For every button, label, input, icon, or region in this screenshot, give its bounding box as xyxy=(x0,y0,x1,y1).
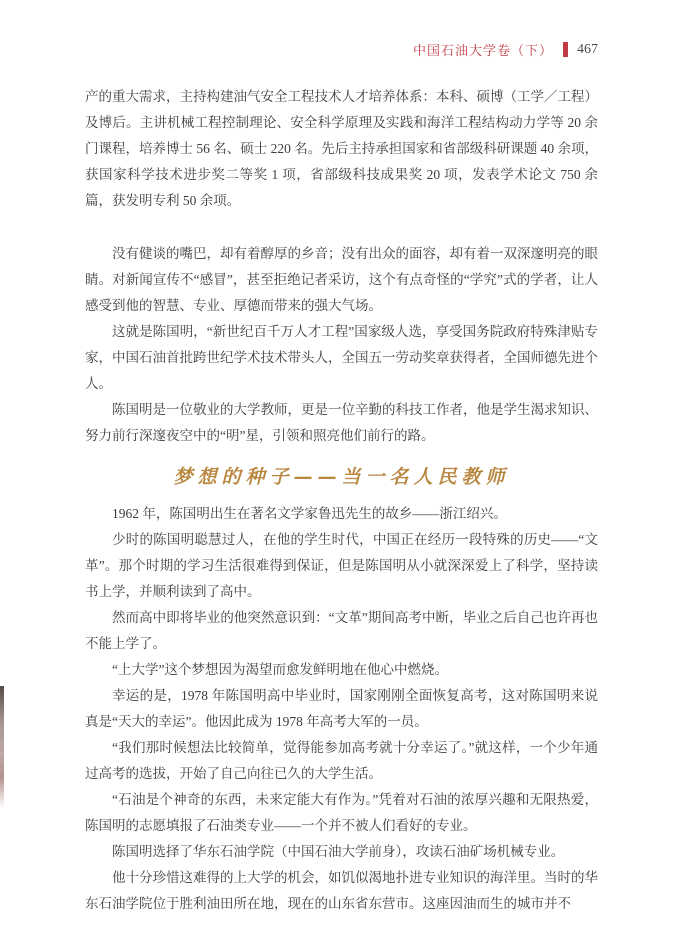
paragraph: “我们那时候想法比较简单，觉得能参加高考就十分幸运了。”就这样，一个少年通过高考的选拔，开始了自己向往已久的大学生活。 xyxy=(85,740,598,781)
header-divider-bar xyxy=(563,42,568,57)
paragraph: 陈国明是一位敬业的大学教师，更是一位辛勤的科技工作者，他是学生渴求知识、努力前行深邃夜空中的“明”星，引领和照亮他们前行的路。 xyxy=(85,402,598,443)
paragraph: 他十分珍惜这难得的上大学的机会，如饥似渴地扑进专业知识的海洋里。当时的华东石油学院位于胜利油田所在地，现在的山东省东营市。这座因油而生的城市并不 xyxy=(85,870,598,911)
paragraph-continuation: 产的重大需求，主持构建油气安全工程技术人才培养体系：本科、硕博（工学／工程）及博后。主讲机械工程控制理论、安全科学原理及实践和海洋工程结构动力学等 20 余门课程，培养博士 56 名、硕士 220 名。先后主持承担国家和省部级科研课题 40 余项，获国家科学技术进步奖二等奖 1 项，省部级科技成果奖 20 项，发表学术论文 750 余篇，获发明专利 50 余项。 xyxy=(85,89,598,208)
paragraph: 幸运的是，1978 年陈国明高中毕业时，国家刚刚全面恢复高考，这对陈国明来说真是“天大的幸运”。他因此成为 1978 年高考大军的一员。 xyxy=(85,688,598,729)
page-number: 467 xyxy=(577,41,598,57)
paragraph: 这就是陈国明，“新世纪百千万人才工程”国家级人选，享受国务院政府特殊津贴专家，中国石油首批跨世纪学术技术带头人，全国五一劳动奖章获得者，全国师德先进个人。 xyxy=(85,324,598,391)
paragraph: 少时的陈国明聪慧过人，在他的学生时代，中国正在经历一段特殊的历史——“文革”。那个时期的学习生活很难得到保证，但是陈国明从小就深深爱上了科学，坚持读书上学，并顺利读到了高中。 xyxy=(85,532,598,599)
paragraph: 没有健谈的嘴巴，却有着醇厚的乡音；没有出众的面容，却有着一双深邃明亮的眼睛。对新闻宣传不“感冒”，甚至拒绝记者采访，这个有点奇怪的“学究”式的学者，让人感受到他的智慧、专业、厚德而带来的强大气场。 xyxy=(85,246,598,313)
paragraph: “上大学”这个梦想因为渴望而愈发鲜明地在他心中燃烧。 xyxy=(112,662,448,677)
page-body xyxy=(85,84,598,917)
running-head-title: 中国石油大学卷（下） xyxy=(412,43,553,58)
page-header xyxy=(413,40,598,59)
paragraph: 陈国明选择了华东石油学院（中国石油大学前身），攻读石油矿场机械专业。 xyxy=(112,844,565,859)
paragraph: “石油是个神奇的东西，未来定能大有作为。”凭着对石油的浓厚兴趣和无限热爱，陈国明的志愿填报了石油类专业——一个并不被人们看好的专业。 xyxy=(85,792,598,833)
paragraph: 1962 年，陈国明出生在著名文学家鲁迅先生的故乡——浙江绍兴。 xyxy=(112,506,507,521)
paragraph: 然而高中即将毕业的他突然意识到：“文革”期间高考中断，毕业之后自己也许再也不能上学了。 xyxy=(85,610,598,651)
page-edge-shadow xyxy=(0,686,4,808)
section-heading: 梦想的种子——当一名人民教师 xyxy=(173,466,510,488)
